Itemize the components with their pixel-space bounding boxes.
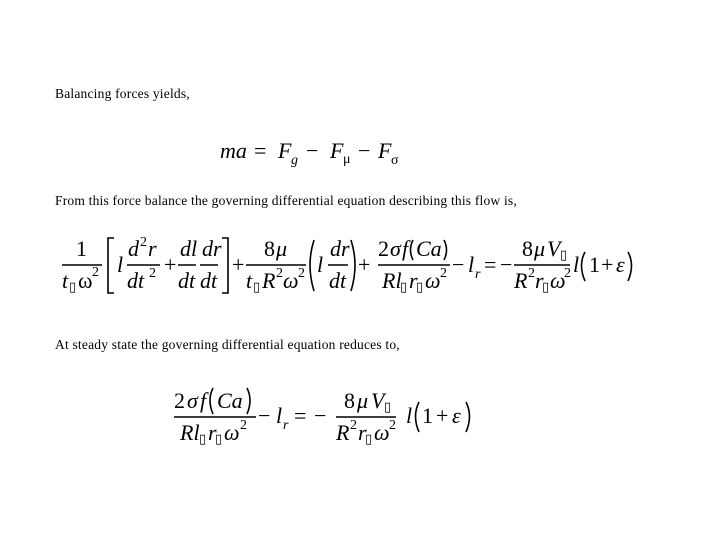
svg-text:Ca: Ca [416,236,442,261]
svg-text:l: l [117,252,124,277]
svg-text:▯: ▯ [416,280,424,295]
svg-text:2: 2 [389,418,396,433]
svg-text:r: r [208,420,217,445]
svg-text:−: − [452,252,465,277]
svg-text:+: + [358,252,371,277]
svg-text:μ: μ [276,236,288,261]
svg-text:μ: μ [343,152,351,167]
svg-text:R: R [514,268,528,293]
svg-text:▯: ▯ [542,280,550,295]
svg-text:ω: ω [78,268,93,293]
svg-text:r: r [535,268,544,293]
svg-text:2: 2 [440,266,447,281]
svg-text:dt: dt [127,268,145,293]
svg-text:8: 8 [522,236,533,261]
svg-text:r: r [409,268,418,293]
svg-text:2: 2 [378,236,389,261]
svg-text:V: V [371,388,385,413]
svg-text:+: + [436,403,449,428]
svg-text:▯: ▯ [215,432,223,447]
svg-text:8: 8 [264,236,275,261]
svg-text:Rl: Rl [382,268,402,293]
intro-text: Balancing forces yields, [55,86,190,101]
svg-text:ω: ω [283,268,299,293]
svg-text:f: f [402,236,409,261]
svg-text:ε: ε [452,403,461,428]
svg-text:−: − [306,138,319,163]
svg-text:2: 2 [149,266,156,281]
svg-text:l: l [573,252,580,277]
svg-text:V: V [547,236,561,261]
svg-text:σ: σ [390,236,401,261]
svg-text:σ: σ [391,153,399,168]
svg-text:dr: dr [202,236,222,261]
svg-text:▯: ▯ [69,280,77,295]
svg-text:ω: ω [374,420,390,445]
svg-text:dr: dr [330,236,350,261]
svg-text:2: 2 [276,266,283,281]
svg-text:ω: ω [224,420,240,445]
svg-text:μ: μ [534,236,546,261]
svg-text:▯: ▯ [560,248,568,263]
svg-text:−: − [500,252,513,277]
svg-text:l: l [276,403,283,428]
svg-text:F: F [330,138,344,163]
svg-text:F: F [278,138,292,163]
svg-text:▯: ▯ [253,280,261,295]
svg-text:2: 2 [140,235,147,250]
svg-text:−: − [258,403,271,428]
svg-text:σ: σ [187,388,198,413]
svg-text:2: 2 [528,266,535,281]
svg-text:−: − [358,138,371,163]
svg-text:ε: ε [616,252,625,277]
svg-text:F: F [378,138,392,163]
svg-text:2: 2 [298,266,305,281]
svg-text:l: l [468,252,475,277]
svg-text:R: R [262,268,276,293]
svg-text:2: 2 [92,265,99,280]
svg-text:ma: ma [220,138,247,163]
svg-text:dt: dt [178,268,196,293]
svg-text:ω: ω [425,268,441,293]
svg-text:▯: ▯ [400,280,408,295]
svg-text:R: R [336,420,350,445]
svg-text:−: − [314,403,327,428]
body-text-steady: At steady state the governing differential equation reduces to, [55,337,400,352]
svg-text:▯: ▯ [384,400,392,415]
svg-text:2: 2 [564,266,571,281]
svg-text:r: r [358,420,367,445]
svg-text:r: r [283,418,289,433]
svg-text:=: = [484,252,497,277]
svg-text:r: r [475,267,481,282]
svg-text:1: 1 [422,403,433,428]
svg-text:+: + [601,252,614,277]
svg-text:dl: dl [180,236,198,261]
svg-text:=: = [294,403,307,428]
svg-text:t: t [246,268,253,293]
svg-text:8: 8 [344,388,355,413]
svg-text:Ca: Ca [217,388,243,413]
svg-text:2: 2 [350,418,357,433]
svg-text:μ: μ [357,388,369,413]
svg-text:2: 2 [174,388,185,413]
body-text: From this force balance the governing differential equation describing this flow is, [55,193,517,208]
svg-text:1: 1 [589,252,600,277]
svg-text:ω: ω [550,268,566,293]
svg-text:dt: dt [200,268,218,293]
svg-text:l: l [317,252,324,277]
svg-text:l: l [406,403,413,428]
svg-text:1: 1 [76,236,87,261]
svg-text:r: r [148,236,157,261]
svg-text:▯: ▯ [199,432,207,447]
svg-text:dt: dt [329,268,347,293]
svg-text:2: 2 [240,418,247,433]
svg-text:=: = [254,138,267,163]
svg-text:g: g [291,153,298,168]
svg-text:+: + [232,252,245,277]
svg-text:f: f [200,388,207,413]
svg-text:d: d [128,236,139,261]
svg-text:Rl: Rl [180,420,200,445]
svg-text:▯: ▯ [365,432,373,447]
svg-text:t: t [62,268,69,293]
svg-text:+: + [164,252,177,277]
